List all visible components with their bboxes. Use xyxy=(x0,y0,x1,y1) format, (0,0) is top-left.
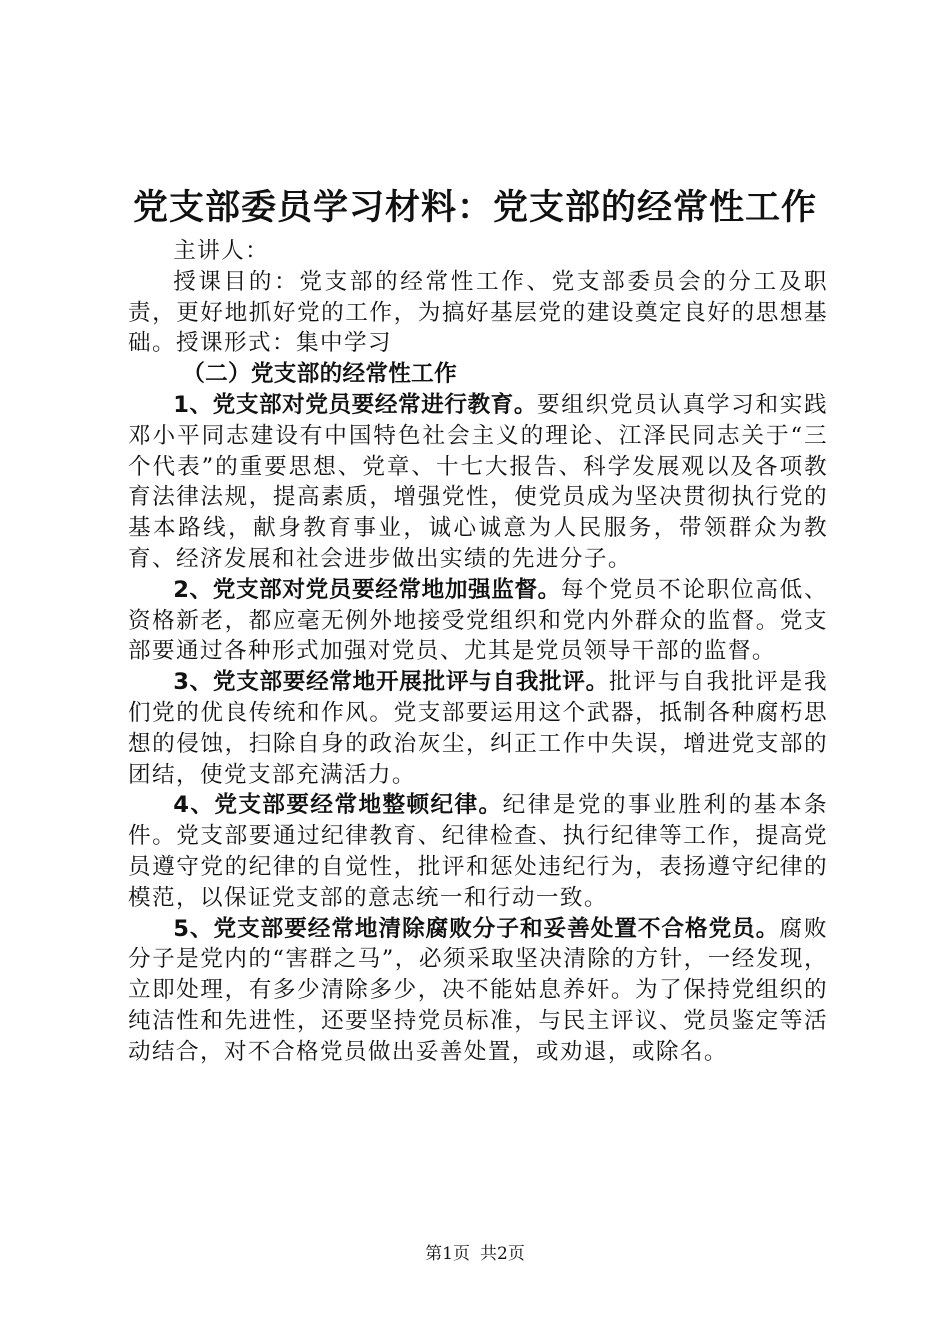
item-paragraph xyxy=(128,914,828,1068)
item-heading: 4、党支部要经常地整顿纪律。 xyxy=(173,792,503,819)
item-paragraph xyxy=(128,790,828,913)
page-footer xyxy=(0,1242,950,1266)
item-text: 腐败分子是党内的“害群之马”，必须采取坚决清除的方针，一经发现，立即处理，有多少清除多少，决不能姑息养奸。为了保持党组织的纯洁性和先进性，还要坚持党员标准，与民主评议、党员鉴定等活动结合，对不合格党员做出妥善处置，或劝退，或除名。 xyxy=(128,915,828,1065)
document-title: 党支部委员学习材料：党支部的经常性工作 xyxy=(132,188,817,228)
item-paragraph xyxy=(128,390,828,575)
item-text: 要组织党员认真学习和实践邓小平同志建设有中国特色社会主义的理论、江泽民同志关于“三个代表”的重要思想、党章、十七大报告、科学发展观以及各项教育法律法规，提高素质，增强党性，使党员成为坚决贯彻执行党的基本路线，献身教育事业，诚心诚意为人民服务，带领群众为教育、经济发展和社会进步做出实绩的先进分子。 xyxy=(128,391,828,572)
item-heading: 1、党支部对党员要经常进行教育。 xyxy=(173,391,538,418)
speaker-line: 主讲人： xyxy=(173,238,270,264)
item-paragraph xyxy=(128,667,828,790)
item-paragraph xyxy=(128,575,828,667)
item-heading: 3、党支部要经常地开展批评与自我批评。 xyxy=(173,669,609,696)
section-heading: （二）党支部的经常性工作 xyxy=(182,361,457,388)
item-text: 纪律是党的事业胜利的基本条件。党支部要通过纪律教育、纪律检查、执行纪律等工作，提高党员遵守党的纪律的自觉性，批评和惩处违纪行为，表扬遵守纪律的模范，以保证党支部的意志统一和行动一致。 xyxy=(128,792,828,911)
page-number: 第1页 xyxy=(425,1244,470,1264)
page-total: 共2页 xyxy=(480,1244,525,1264)
document-body xyxy=(128,236,828,1068)
item-heading: 5、党支部要经常地清除腐败分子和妥善处置不合格党员。 xyxy=(173,915,780,942)
item-heading: 2、党支部对党员要经常地加强监督。 xyxy=(173,576,561,603)
purpose-paragraph: 授课目的：党支部的经常性工作、党支部委员会的分工及职责，更好地抓好党的工作，为搞好基层党的建设奠定良好的思想基础。授课形式：集中学习 xyxy=(128,268,828,357)
item-text: 每个党员不论职位高低、资格新老，都应毫无例外地接受党组织和党内外群众的监督。党支部要通过各种形式加强对党员、尤其是党员领导干部的监督。 xyxy=(128,576,828,665)
item-text: 批评与自我批评是我们党的优良传统和作风。党支部要运用这个武器，抵制各种腐朽思想的侵蚀，扫除自身的政治灰尘，纠正工作中失误，增进党支部的团结，使党支部充满活力。 xyxy=(128,669,829,788)
